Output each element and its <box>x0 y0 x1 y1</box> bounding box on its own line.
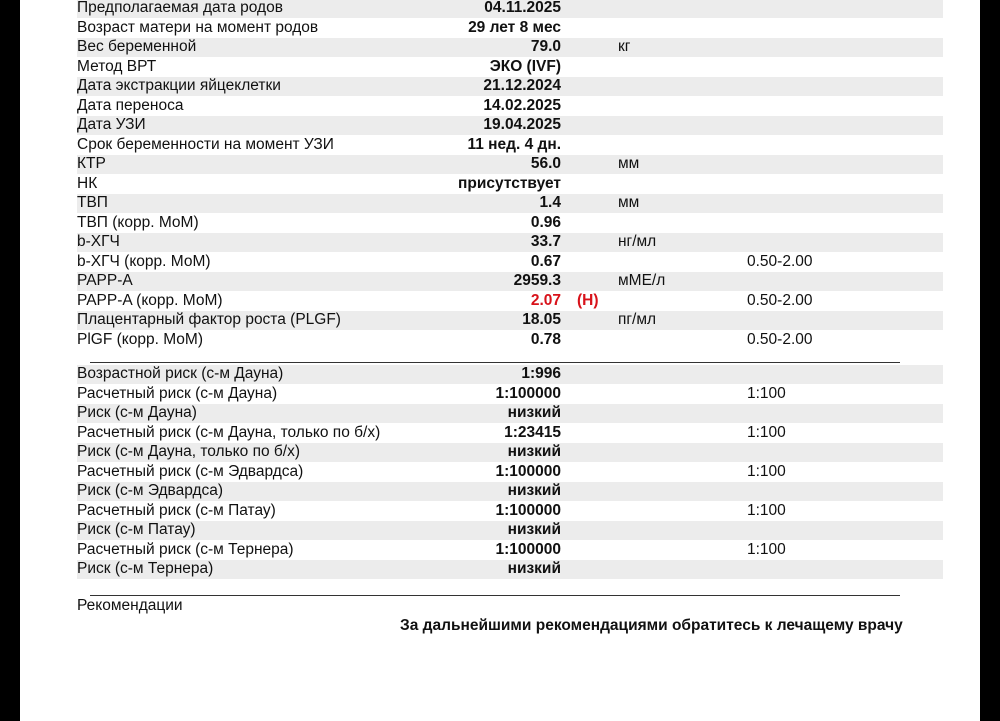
row-unit: мМЕ/л <box>618 272 666 289</box>
row-label: Вес беременной <box>77 38 197 55</box>
row-label: ТВП <box>77 194 108 211</box>
row-value: 21.12.2024 <box>483 77 561 94</box>
risk-row <box>20 559 980 579</box>
risk-row <box>20 462 980 482</box>
row-value: 0.96 <box>530 213 561 231</box>
row-label: Расчетный риск (с-м Дауна, только по б/х) <box>77 423 381 441</box>
measurement-row <box>20 0 980 18</box>
reference-range: 1:100 <box>747 462 786 480</box>
reference-range: 0.50-2.00 <box>747 291 813 309</box>
row-value: 19.04.2025 <box>483 116 561 133</box>
row-unit: мм <box>618 155 640 172</box>
risk-row <box>20 481 980 501</box>
row-label: b-ХГЧ (корр. МоМ) <box>77 252 211 270</box>
row-value: 0.67 <box>530 252 561 270</box>
row-label: Расчетный риск (с-м Патау) <box>77 501 276 519</box>
row-value: присутствует <box>458 174 561 192</box>
row-value: ЭКО (IVF) <box>489 57 561 75</box>
row-value: 29 лет 8 мес <box>468 18 561 36</box>
reference-range: 1:100 <box>747 540 786 558</box>
row-label: Метод ВРТ <box>77 57 157 75</box>
risk-row <box>20 423 980 443</box>
row-unit: кг <box>618 38 631 55</box>
measurement-row <box>20 252 980 272</box>
row-label: PAPP-A <box>77 272 133 289</box>
reference-range: 1:100 <box>747 384 786 402</box>
row-value: 1:100000 <box>495 384 561 402</box>
row-value: 18.05 <box>522 311 561 328</box>
row-label: Возраст матери на момент родов <box>77 18 319 36</box>
row-label: PlGF (корр. МоМ) <box>77 330 203 348</box>
row-label: Предполагаемая дата родов <box>77 0 283 16</box>
row-value: 2959.3 <box>513 272 561 289</box>
measurement-row <box>20 57 980 77</box>
row-label: Дата экстракции яйцеклетки <box>77 77 281 94</box>
row-value: 1:100000 <box>495 540 561 558</box>
row-value: 1.4 <box>539 194 561 211</box>
recommendations-label: Рекомендации <box>77 597 183 614</box>
row-label: ТВП (корр. МоМ) <box>77 213 199 231</box>
row-value: 79.0 <box>530 38 561 55</box>
measurement-row <box>20 18 980 38</box>
measurement-row <box>20 76 980 96</box>
row-label: Риск (с-м Эдвардса) <box>77 482 224 499</box>
section-divider <box>90 595 900 596</box>
measurement-row <box>20 193 980 213</box>
row-value: низкий <box>507 521 561 538</box>
measurement-row <box>20 37 980 57</box>
recommendations-text: За дальнейшими рекомендациями обратитесь к лечащему врачу <box>400 617 903 634</box>
measurement-row <box>20 213 980 233</box>
row-value: низкий <box>507 482 561 499</box>
row-value: 1:100000 <box>495 462 561 480</box>
measurement-row <box>20 291 980 311</box>
row-value: 04.11.2025 <box>484 0 561 16</box>
row-label: Риск (с-м Дауна) <box>77 404 197 421</box>
reference-range: 0.50-2.00 <box>747 252 813 270</box>
report-page <box>20 0 980 721</box>
reference-range: 1:100 <box>747 501 786 519</box>
measurement-row <box>20 232 980 252</box>
abnormal-flag: (H) <box>577 291 599 309</box>
row-unit: пг/мл <box>618 311 657 328</box>
reference-range: 0.50-2.00 <box>747 330 813 348</box>
row-label: Дата УЗИ <box>77 116 146 133</box>
row-label: Срок беременности на момент УЗИ <box>77 135 334 153</box>
measurement-row <box>20 271 980 291</box>
row-label: Расчетный риск (с-м Тернера) <box>77 540 294 558</box>
row-value: низкий <box>507 404 561 421</box>
row-value: 1:23415 <box>504 423 561 441</box>
risk-row <box>20 364 980 384</box>
row-value: 0.78 <box>530 330 561 348</box>
row-value: низкий <box>507 560 561 577</box>
row-value: 1:996 <box>521 365 561 382</box>
row-value: 2.07 <box>530 291 561 309</box>
row-label: PAPP-A (корр. МоМ) <box>77 291 223 309</box>
risk-row <box>20 520 980 540</box>
row-label: Дата переноса <box>77 96 184 114</box>
row-label: Плацентарный фактор роста (PLGF) <box>77 311 341 328</box>
reference-range: 1:100 <box>747 423 786 441</box>
row-label: КТР <box>77 155 106 172</box>
section-divider <box>90 362 900 363</box>
row-value: 56.0 <box>530 155 561 172</box>
risk-row <box>20 403 980 423</box>
row-value: 11 нед. 4 дн. <box>467 135 561 153</box>
row-unit: нг/мл <box>618 233 657 250</box>
row-value: 33.7 <box>530 233 561 250</box>
row-label: НК <box>77 174 98 192</box>
risk-row <box>20 442 980 462</box>
row-label: Расчетный риск (с-м Эдвардса) <box>77 462 304 480</box>
row-unit: мм <box>618 194 640 211</box>
risk-row <box>20 384 980 404</box>
measurement-row <box>20 174 980 194</box>
row-value: 14.02.2025 <box>483 96 561 114</box>
risk-row <box>20 501 980 521</box>
row-label: Риск (с-м Дауна, только по б/х) <box>77 443 300 460</box>
row-label: Риск (с-м Тернера) <box>77 560 214 577</box>
measurement-row <box>20 154 980 174</box>
measurement-row <box>20 96 980 116</box>
row-label: b-ХГЧ <box>77 233 120 250</box>
measurement-row <box>20 310 980 330</box>
row-value: 1:100000 <box>495 501 561 519</box>
risk-row <box>20 540 980 560</box>
row-value: низкий <box>507 443 561 460</box>
measurement-row <box>20 135 980 155</box>
row-label: Расчетный риск (с-м Дауна) <box>77 384 278 402</box>
measurement-row <box>20 330 980 350</box>
row-label: Риск (с-м Патау) <box>77 521 196 538</box>
row-label: Возрастной риск (с-м Дауна) <box>77 365 284 382</box>
measurement-row <box>20 115 980 135</box>
